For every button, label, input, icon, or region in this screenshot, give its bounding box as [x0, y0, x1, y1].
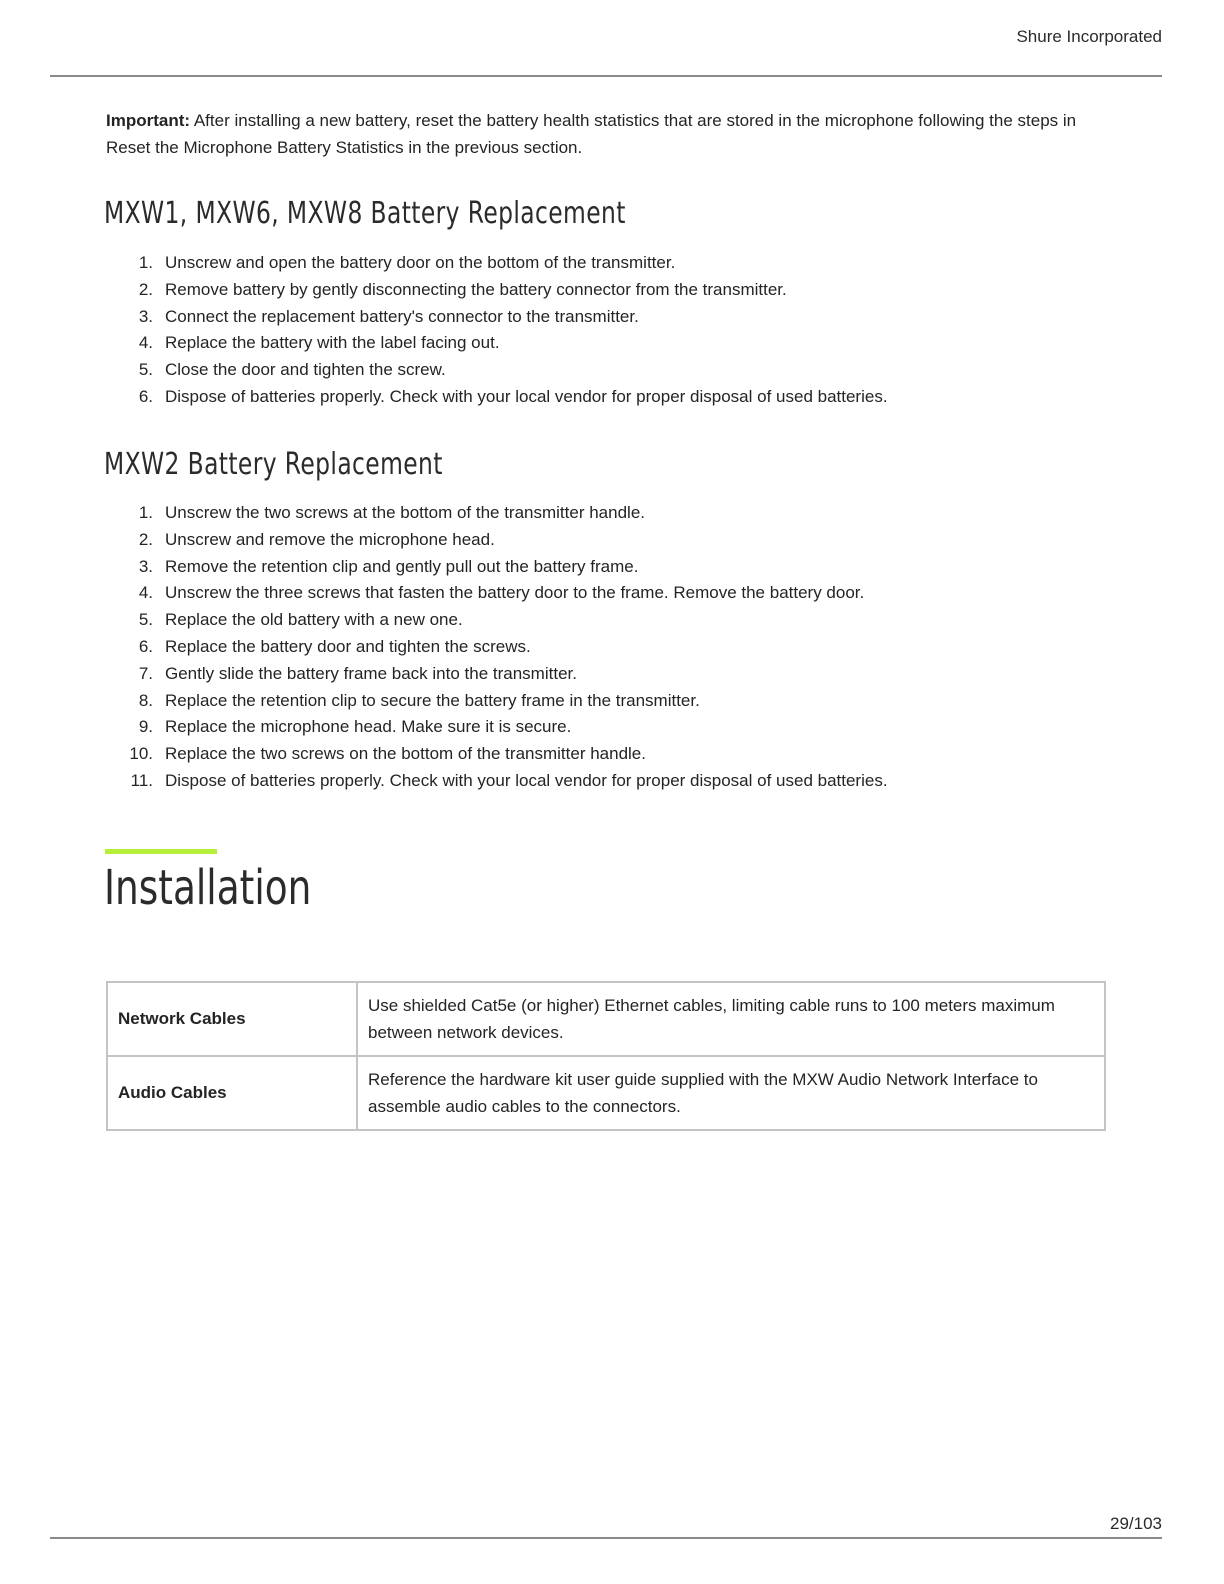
step-text: Unscrew the two screws at the bottom of the transmitter handle.	[165, 503, 645, 522]
list-item	[106, 304, 888, 331]
step-text: Dispose of batteries properly. Check with your local vendor for proper disposal of used batteries.	[165, 386, 888, 406]
step-number: 6.	[138, 386, 153, 406]
step-number: 8.	[138, 690, 153, 710]
step-text: Replace the battery with the label facing out.	[165, 333, 500, 353]
mxw1-section-title: MXW1, MXW6, MXW8 Battery Replacement	[104, 196, 626, 231]
step-text: Replace the microphone head. Make sure it is secure.	[165, 717, 572, 737]
list-item	[106, 500, 888, 527]
step-number: 10.	[129, 744, 153, 764]
cable-spec-table	[106, 981, 1106, 1131]
list-item	[106, 688, 888, 715]
step-number: 5.	[138, 610, 153, 630]
list-item	[106, 250, 888, 277]
header-company-name: Shure Incorporated	[1016, 27, 1162, 46]
list-item	[106, 661, 888, 688]
list-item	[106, 330, 888, 357]
list-item	[106, 357, 888, 384]
step-number: 9.	[138, 717, 153, 737]
list-item	[106, 580, 888, 607]
important-label: Important:	[106, 111, 191, 130]
list-item	[106, 277, 888, 304]
mxw2-steps-list	[106, 500, 888, 795]
list-item	[106, 554, 888, 581]
list-item	[106, 607, 888, 634]
step-text: Replace the old battery with a new one.	[165, 610, 463, 630]
step-number: 3.	[138, 556, 153, 576]
step-text: Close the door and tighten the screw.	[165, 360, 446, 380]
step-text: Connect the replacement battery's connector to the transmitter.	[165, 306, 639, 326]
table-cell-label: Network Cables	[107, 982, 357, 1056]
step-number: 2.	[138, 279, 153, 299]
list-item	[106, 714, 888, 741]
installation-title: Installation	[104, 860, 312, 916]
step-text: Remove the retention clip and gently pull out the battery frame.	[165, 556, 639, 576]
mxw2-section-title: MXW2 Battery Replacement	[104, 447, 443, 482]
step-text: Replace the two screws on the bottom of the transmitter handle.	[165, 744, 646, 764]
table-cell-value: Reference the hardware kit user guide supplied with the MXW Audio Network Interface to assemble audio cables to the connectors.	[357, 1056, 1105, 1130]
step-number: 1.	[138, 503, 153, 522]
step-number: 5.	[138, 360, 153, 380]
table-row	[107, 1056, 1105, 1130]
step-text: Gently slide the battery frame back into the transmitter.	[165, 663, 577, 683]
step-number: 11.	[130, 770, 153, 790]
header-divider	[50, 75, 1162, 77]
list-item	[106, 384, 888, 411]
step-text: Replace the battery door and tighten the screws.	[165, 636, 531, 656]
step-text: Unscrew and open the battery door on the bottom of the transmitter.	[165, 253, 676, 272]
step-number: 6.	[138, 636, 153, 656]
step-number: 4.	[138, 333, 153, 353]
table-row	[107, 982, 1105, 1056]
step-text: Unscrew and remove the microphone head.	[165, 529, 495, 549]
step-text: Remove battery by gently disconnecting the battery connector from the transmitter.	[165, 279, 787, 299]
list-item	[106, 741, 888, 768]
page-number: 29/103	[1110, 1514, 1162, 1533]
section-accent-bar	[105, 849, 217, 854]
step-text: Replace the retention clip to secure the battery frame in the transmitter.	[165, 690, 700, 710]
step-number: 1.	[138, 253, 153, 272]
step-text: Dispose of batteries properly. Check with your local vendor for proper disposal of used batteries.	[165, 770, 888, 790]
important-note	[106, 107, 1110, 161]
step-text: Unscrew the three screws that fasten the battery door to the frame. Remove the battery door.	[165, 583, 865, 603]
table-cell-label: Audio Cables	[107, 1056, 357, 1130]
step-number: 7.	[138, 663, 153, 683]
step-number: 2.	[138, 529, 153, 549]
step-number: 3.	[138, 306, 153, 326]
step-number: 4.	[138, 583, 153, 603]
list-item	[106, 527, 888, 554]
mxw1-steps-list	[106, 250, 888, 411]
list-item	[106, 634, 888, 661]
footer-divider	[50, 1537, 1162, 1539]
table-cell-value: Use shielded Cat5e (or higher) Ethernet cables, limiting cable runs to 100 meters maximum between network devices.	[357, 982, 1105, 1056]
list-item	[106, 768, 888, 795]
important-text: After installing a new battery, reset the battery health statistics that are stored in the microphone following the steps in Reset the Microphone Battery Statistics in the previous section.	[106, 111, 1077, 157]
